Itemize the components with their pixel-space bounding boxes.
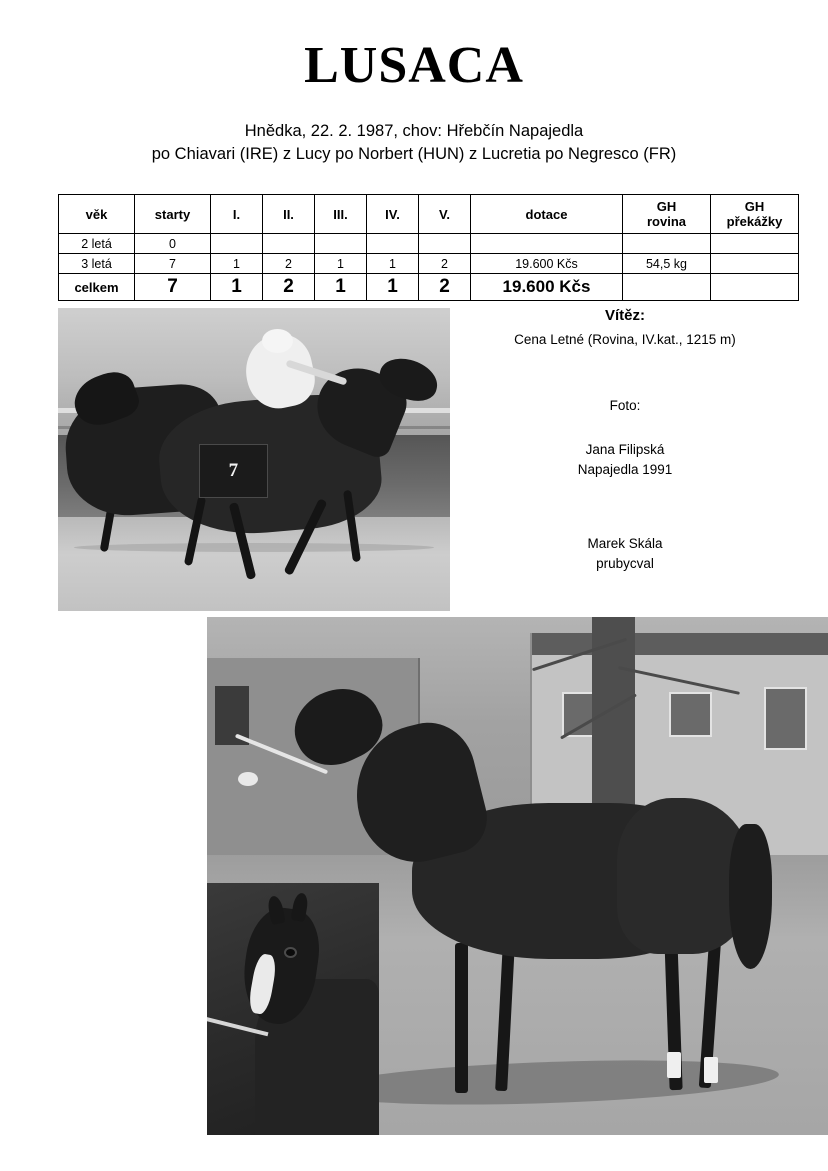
saddlecloth-number: 7 <box>228 460 239 482</box>
page-title: LUSACA <box>304 37 524 94</box>
owner-note: prubycval <box>596 556 654 571</box>
header-gh-prekazky-line-2: překážky <box>726 214 783 229</box>
subtitle-line-2: po Chiavari (IRE) z Lucy po Norbert (HUN) z Lucretia po Negresco (FR) <box>151 145 677 163</box>
header-place-1: I. <box>211 195 263 234</box>
cell-vek: 2 letá <box>59 234 135 254</box>
header-place-2: II. <box>263 195 315 234</box>
cell-gh-prekazky <box>711 254 799 274</box>
header-gh-prekazky <box>711 195 799 234</box>
cell-dotace <box>471 234 623 254</box>
cell-vek: 3 letá <box>59 254 135 274</box>
building-roof <box>532 633 828 656</box>
cell-place-5 <box>419 234 471 254</box>
cell-gh-rovina: 54,5 kg <box>623 254 711 274</box>
cell-gh-prekazky <box>711 234 799 254</box>
cell-total-label: celkem <box>59 274 135 301</box>
cell-place-3: 1 <box>315 254 367 274</box>
horse-white-sock <box>704 1057 718 1083</box>
header-starty: starty <box>135 195 211 234</box>
cell-dotace: 19.600 Kčs <box>471 254 623 274</box>
race-action-photo <box>58 308 450 611</box>
photo-credit-label: Foto: <box>609 398 641 413</box>
cell-total-place-3: 1 <box>315 274 367 301</box>
header-gh-rovina <box>623 195 711 234</box>
header-gh-rovina-line-1: GH <box>656 199 677 214</box>
photographer-name: Jana Filipská <box>585 442 665 457</box>
cell-place-2 <box>263 234 315 254</box>
table-header-row <box>59 195 799 234</box>
cell-total-place-5: 2 <box>419 274 471 301</box>
caption-column <box>460 306 790 574</box>
horse-head-photo <box>207 883 379 1135</box>
results-table <box>58 194 799 301</box>
cell-total-gh-rovina <box>623 274 711 301</box>
horse-eye <box>286 949 295 956</box>
horse-tail <box>729 824 772 969</box>
horse-white-sock <box>667 1052 681 1078</box>
saddlecloth <box>199 444 268 498</box>
cell-starty: 7 <box>135 254 211 274</box>
table-row <box>59 234 799 254</box>
cell-starty: 0 <box>135 234 211 254</box>
cell-total-place-2: 2 <box>263 274 315 301</box>
winner-race: Cena Letné (Rovina, IV.kat., 1215 m) <box>514 332 736 347</box>
table-row <box>59 254 799 274</box>
cell-total-place-1: 1 <box>211 274 263 301</box>
winner-label: Vítěz: <box>604 307 645 324</box>
cell-place-2: 2 <box>263 254 315 274</box>
cell-place-1 <box>211 234 263 254</box>
header-place-4: IV. <box>367 195 419 234</box>
header-dotace: dotace <box>471 195 623 234</box>
cell-total-place-4: 1 <box>367 274 419 301</box>
cell-gh-rovina <box>623 234 711 254</box>
subtitle-line-1: Hnědka, 22. 2. 1987, chov: Hřebčín Napajedla <box>244 122 584 140</box>
cell-place-3 <box>315 234 367 254</box>
building-window <box>764 687 807 750</box>
header-place-3: III. <box>315 195 367 234</box>
horse-foreleg <box>455 943 468 1093</box>
table-total-row <box>59 274 799 301</box>
owner-name: Marek Skála <box>587 536 663 551</box>
header-vek: věk <box>59 195 135 234</box>
cell-total-starty: 7 <box>135 274 211 301</box>
cell-total-dotace: 19.600 Kčs <box>471 274 623 301</box>
header-gh-prekazky-line-1: GH <box>744 199 765 214</box>
photographer-place: Napajedla 1991 <box>577 462 673 477</box>
cell-place-4 <box>367 234 419 254</box>
cell-total-gh-prekazky <box>711 274 799 301</box>
cell-place-5: 2 <box>419 254 471 274</box>
header-place-5: V. <box>419 195 471 234</box>
header-gh-rovina-line-2: rovina <box>646 214 686 229</box>
cell-place-1: 1 <box>211 254 263 274</box>
pedigree-subtitle <box>0 120 828 166</box>
building-window <box>669 692 712 737</box>
cell-place-4: 1 <box>367 254 419 274</box>
